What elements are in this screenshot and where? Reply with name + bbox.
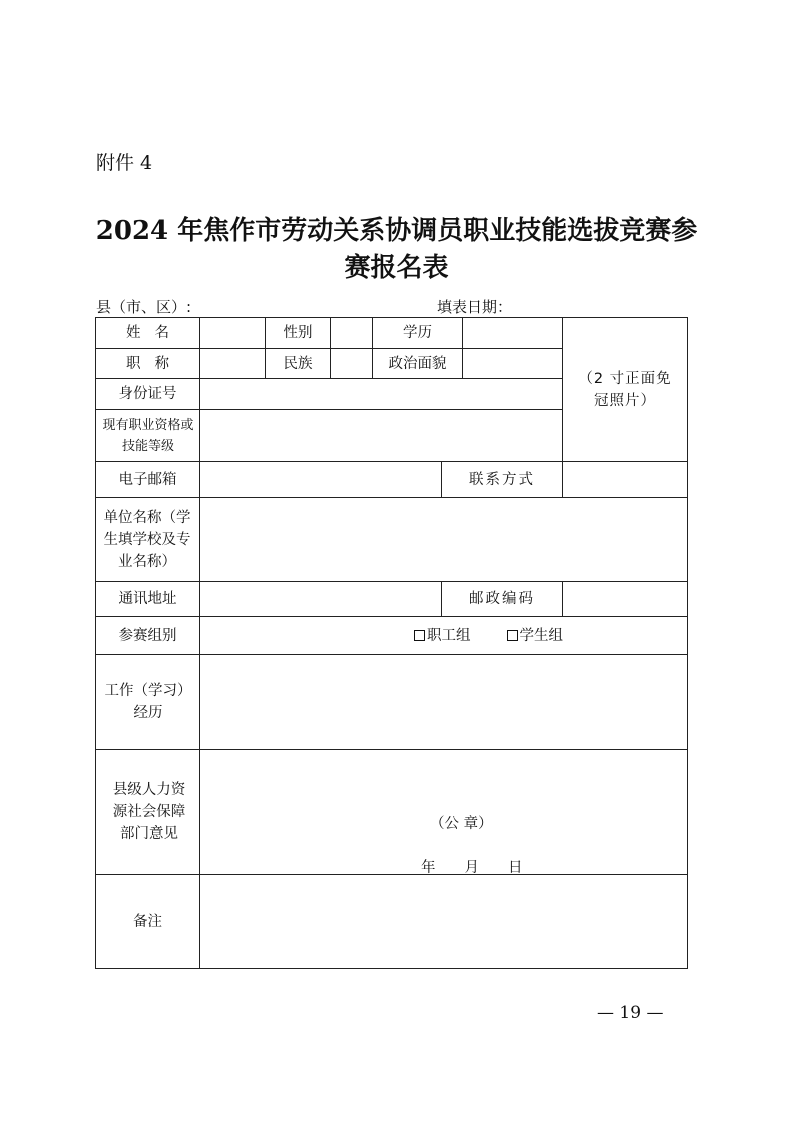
address-label: 通讯地址 <box>118 591 177 607</box>
hr-opinion-label: 县级人力资源社会保障部门意见 <box>112 782 186 842</box>
political-status-field[interactable] <box>463 349 562 378</box>
title-field[interactable] <box>200 349 265 378</box>
group-option-student[interactable]: 学生组 <box>507 625 564 647</box>
checkbox-icon[interactable] <box>414 630 425 641</box>
political-status-label: 政治面貌 <box>388 355 447 372</box>
remarks-label: 备注 <box>133 913 162 930</box>
page-number: — 19 — <box>597 1003 664 1023</box>
checkbox-icon[interactable] <box>507 630 518 641</box>
fill-date-label: 填表日期： <box>437 298 513 316</box>
date-line: 年 月 日 <box>421 860 523 876</box>
unit-name-label: 单位名称（学生填学校及专业名称） <box>103 509 191 570</box>
postcode-label: 邮政编码 <box>469 591 535 607</box>
form-title-line-1: 2024 年焦作市劳动关系协调员职业技能选拔竞赛参 <box>95 216 698 246</box>
ethnicity-label: 民族 <box>283 355 313 372</box>
ethnicity-field[interactable] <box>331 349 372 378</box>
contact-field[interactable] <box>563 462 687 497</box>
group-option-staff[interactable]: 职工组 <box>414 625 471 647</box>
name-label: 姓名 <box>126 325 183 341</box>
experience-field[interactable] <box>200 655 687 749</box>
name-field[interactable] <box>200 318 265 348</box>
email-field[interactable] <box>200 462 441 497</box>
gender-label: 性别 <box>283 325 313 341</box>
email-label: 电子邮箱 <box>118 471 177 488</box>
photo-box[interactable]: （2 寸正面免冠照片） <box>578 370 672 409</box>
seal-label: （公 章） <box>430 816 493 832</box>
id-number-field[interactable] <box>200 379 562 409</box>
group-label: 参赛组别 <box>118 627 177 644</box>
unit-name-field[interactable] <box>200 498 687 581</box>
education-field[interactable] <box>463 318 562 348</box>
group-options <box>200 617 687 654</box>
remarks-field[interactable] <box>200 875 687 968</box>
address-field[interactable] <box>200 582 441 616</box>
education-label: 学历 <box>403 325 432 341</box>
attachment-label: 附件 4 <box>96 152 153 174</box>
id-number-label: 身份证号 <box>118 386 177 402</box>
qualification-label: 现有职业资格或技能等级 <box>102 417 194 454</box>
contact-label: 联系方式 <box>469 471 535 488</box>
county-label: 县（市、区）: <box>96 298 192 316</box>
postcode-field[interactable] <box>563 582 687 616</box>
title-label: 职称 <box>126 355 183 372</box>
qualification-field[interactable] <box>200 410 562 461</box>
experience-label: 工作（学习）经历 <box>104 683 192 721</box>
form-title-line-2: 赛报名表 <box>344 253 449 283</box>
gender-field[interactable] <box>331 318 372 348</box>
